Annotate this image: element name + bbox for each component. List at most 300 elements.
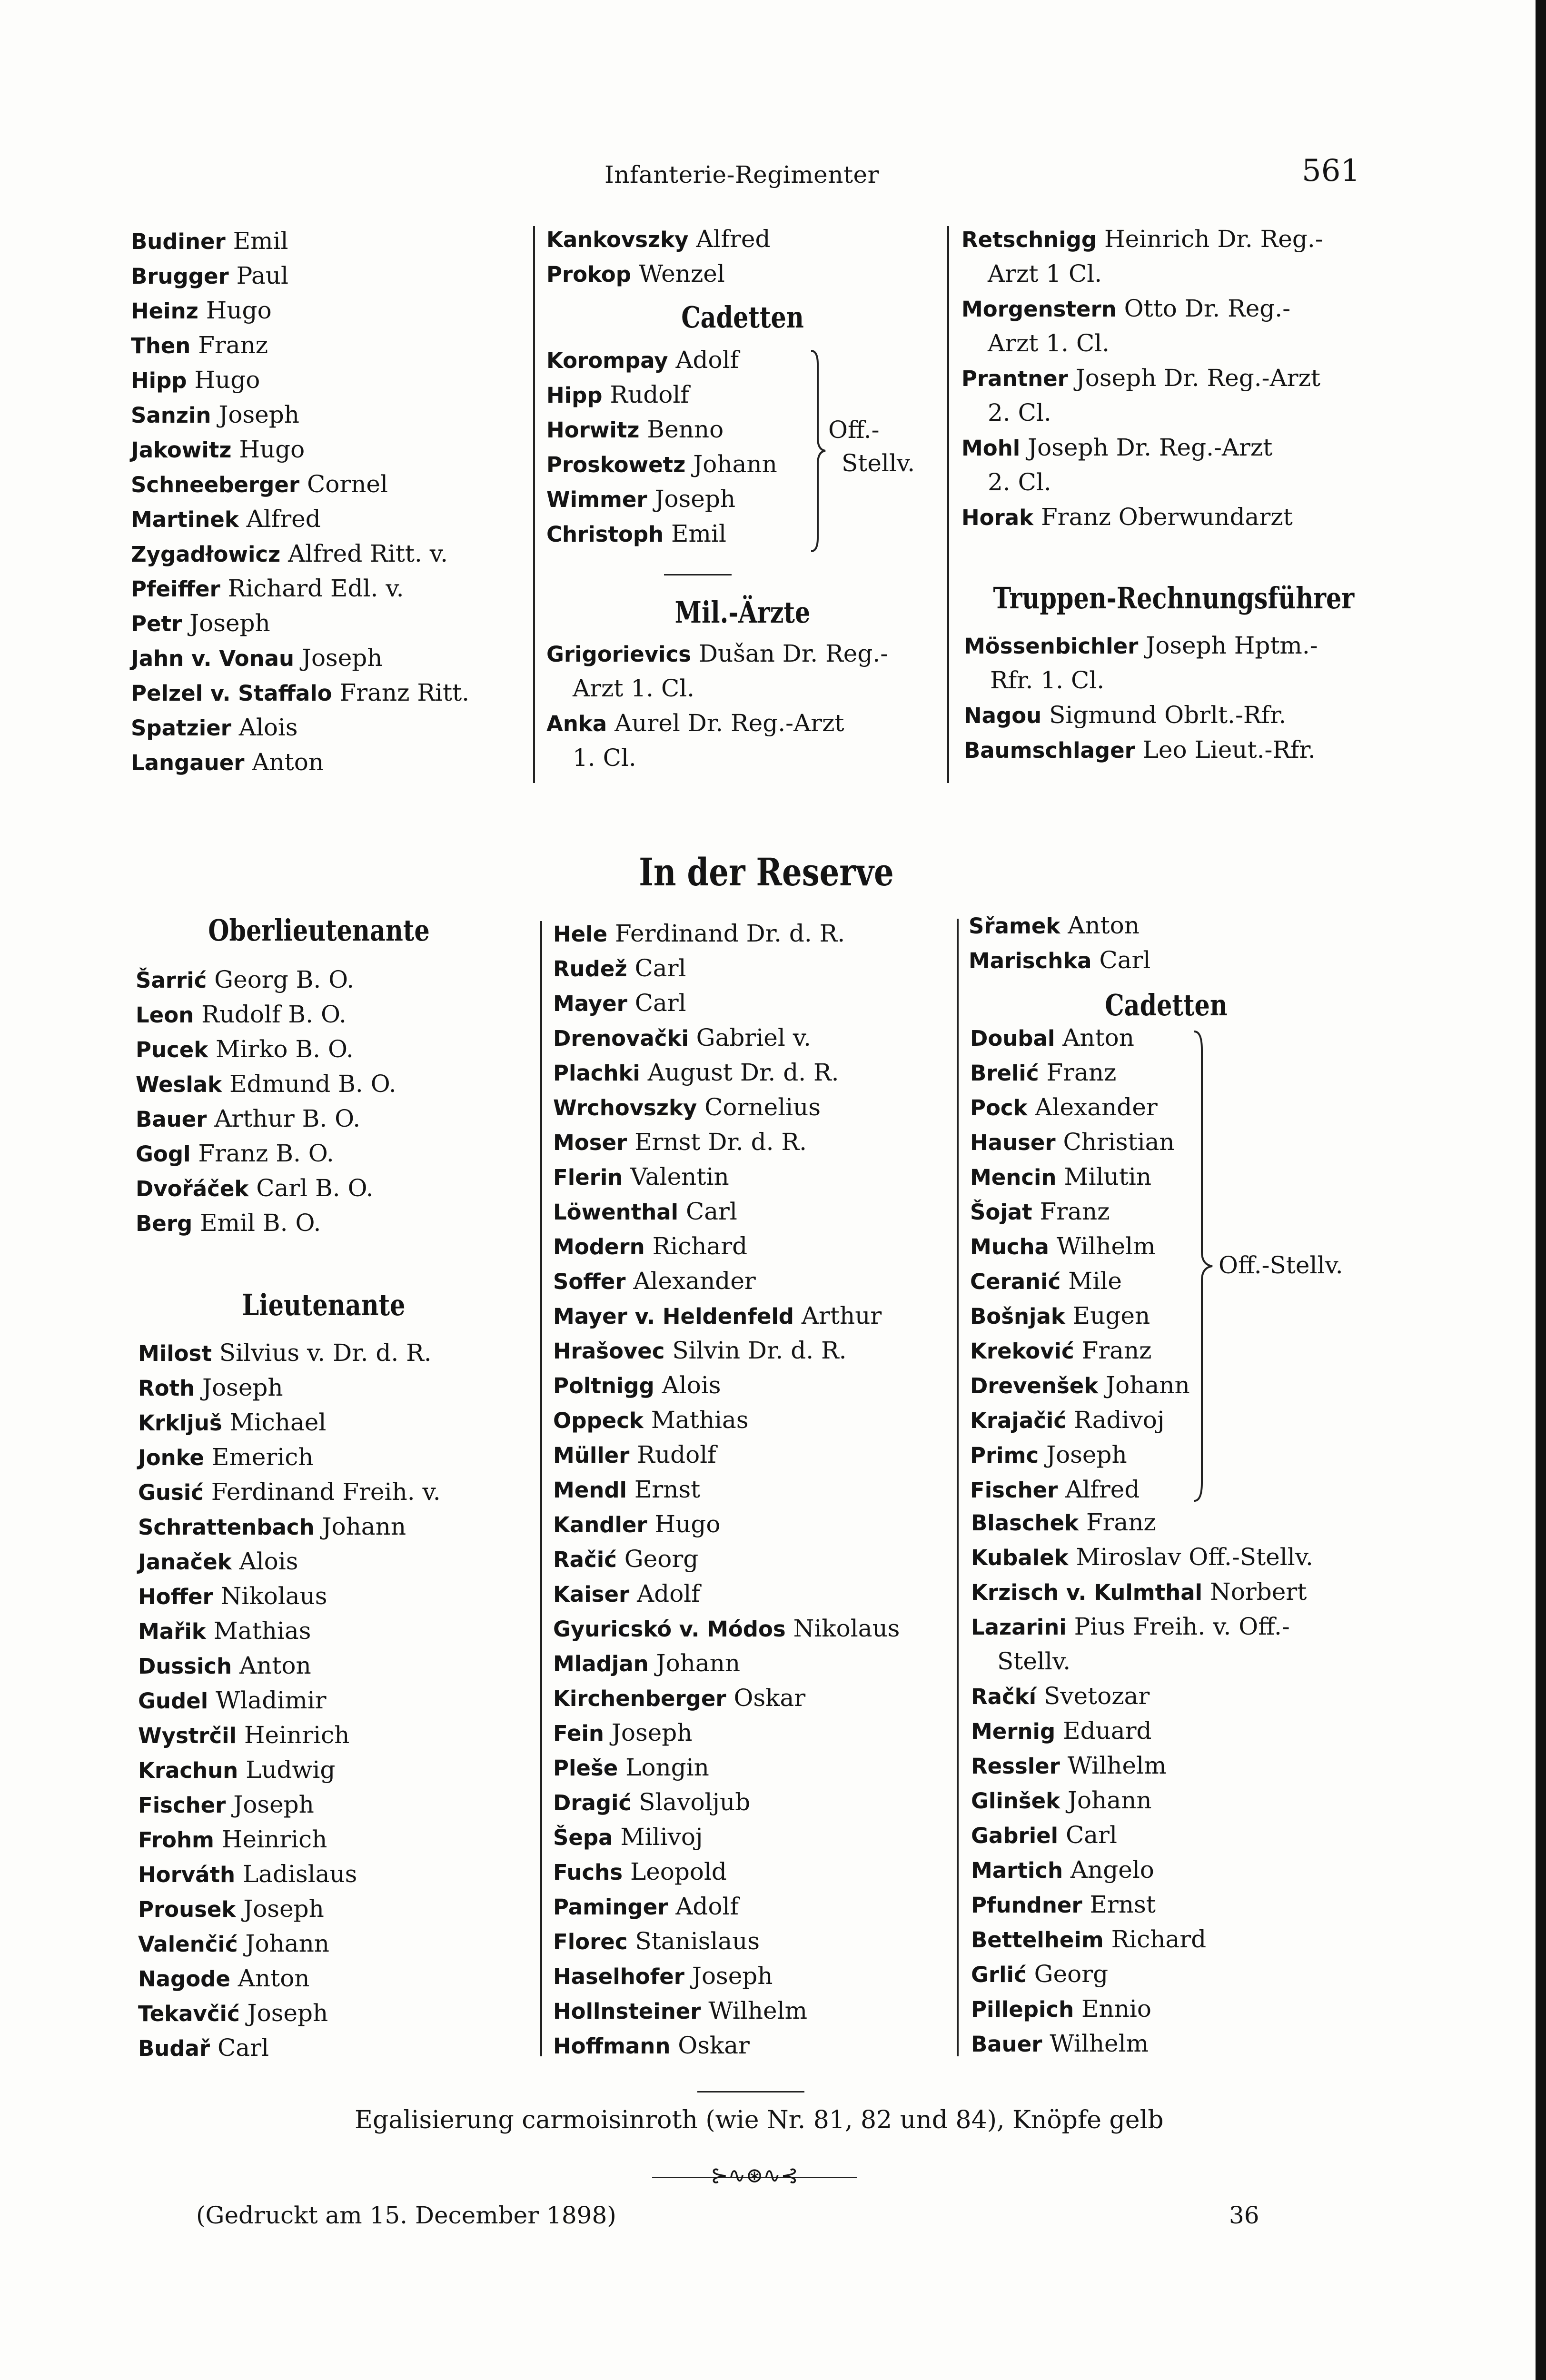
cadetten-heading: Cadetten [681,300,804,335]
entry-surname: Soffer [553,1269,626,1294]
entry-rest: Joseph [654,485,736,513]
entry-rest: Michael [229,1408,327,1436]
column-rule [947,226,949,783]
top-col2-cadetten [546,343,777,551]
list-entry [971,1575,1313,1609]
entry-rest: Carl B. O. [256,1174,374,1202]
list-entry [131,467,469,502]
top-col3 [961,222,1323,535]
entry-rest: Georg [1034,1960,1109,1988]
entry-surname: Bauer [136,1107,207,1132]
list-entry [553,1820,900,1854]
list-entry [136,1032,396,1067]
list-entry [971,1748,1313,1783]
list-entry [970,1160,1190,1194]
entry-rest: Stanislaus [635,1927,760,1955]
list-entry [970,1438,1190,1472]
entry-rest: Emerich [211,1443,314,1471]
entry-surname: Krajačić [970,1408,1066,1433]
list-entry [138,1440,441,1475]
list-entry [136,1136,396,1171]
ornament-divider [652,2163,857,2192]
list-entry [970,1403,1190,1438]
running-header: Infanterie-Regimenter [605,161,880,188]
entry-surname: Kankovszky [546,227,689,252]
list-entry [553,1333,900,1368]
entry-rest: Benno [647,416,724,443]
entry-surname: Jakowitz [131,437,232,463]
entry-surname: Hollnsteiner [553,1999,701,2024]
entry-surname: Florec [553,1929,628,1954]
list-entry [546,343,777,377]
entry-surname: Mohl [961,436,1021,461]
entry-rest: 1. Cl. [573,744,636,772]
entry-rest: Johann [693,450,777,478]
entry-rest: Carl [1099,946,1151,974]
entry-rest: Carl [218,2034,269,2062]
entry-rest: August Dr. d. R. [647,1059,839,1086]
list-entry [546,671,888,706]
list-entry [553,1854,900,1889]
list-entry [971,2026,1313,2061]
list-entry [138,1787,441,1822]
entry-surname: Ceranić [970,1269,1061,1294]
entry-surname: Horwitz [546,417,640,443]
entry-rest: Arthur B. O. [214,1105,361,1132]
entry-rest: Adolf [637,1580,700,1607]
list-entry [971,1644,1313,1679]
rechnungsfuehrer-heading: Truppen-Rechnungsführer [993,581,1355,615]
entry-rest: Hugo [206,297,272,324]
list-entry [971,1609,1313,1644]
oberlieutenante-heading: Oberlieutenante [208,913,430,948]
list-entry [546,412,777,447]
entry-rest: Milutin [1064,1163,1152,1190]
entry-rest: Alfred [696,225,771,253]
list-entry [136,997,396,1032]
brace-icon [809,350,828,552]
entry-rest: Joseph [611,1719,693,1746]
entry-surname: Mernig [971,1719,1056,1744]
entry-rest: Wilhelm [1056,1232,1156,1260]
entry-surname: Marischka [969,948,1092,973]
entry-surname: Blaschek [971,1510,1079,1536]
list-entry [553,1959,900,1993]
entry-rest: Longin [625,1754,709,1781]
entry-surname: Kreković [970,1339,1074,1364]
list-entry [964,663,1318,698]
list-entry [546,447,777,482]
list-entry [136,1067,396,1101]
entry-surname: Pfundner [971,1893,1082,1918]
list-entry [970,1194,1190,1229]
brace-icon [1192,1031,1215,1502]
entry-rest: Anton [1068,912,1140,939]
list-entry [138,1996,441,2031]
entry-surname: Hipp [546,383,603,408]
list-entry [553,1403,900,1438]
ornament-icon: ⊱∿⊛∿⊰ [710,2163,799,2188]
entry-rest: Franz [1081,1337,1152,1364]
list-entry [131,710,469,745]
entry-rest: Georg B. O. [214,966,355,993]
entry-surname: Flerin [553,1165,623,1190]
list-entry [969,908,1150,943]
entry-rest: Anton [252,748,324,776]
entry-rest: Carl [685,1198,737,1225]
entry-surname: Schrattenbach [138,1515,315,1540]
reserve-heading: In der Reserve [639,850,894,894]
reserve-col3-lead [969,908,1150,978]
entry-rest: Carl [1065,1821,1117,1849]
entry-surname: Milost [138,1341,212,1366]
entry-surname: Horak [961,505,1034,530]
entry-surname: Hele [553,922,608,947]
entry-rest: Johann [245,1930,329,1957]
list-entry [961,326,1323,361]
entry-rest: Joseph [692,1962,773,1990]
entry-surname: Ressler [971,1754,1060,1779]
list-entry [131,606,469,641]
list-entry [970,1055,1190,1090]
list-entry [970,1229,1190,1264]
entry-surname: Hoffmann [553,2033,671,2059]
entry-rest: Wilhelm [708,1997,808,2024]
list-entry [971,1887,1313,1922]
entry-rest: Rudolf [637,1441,716,1468]
entry-rest: Silvin Dr. d. R. [672,1337,847,1364]
reserve-col3-rest [971,1505,1313,2061]
list-entry [971,1679,1313,1714]
entry-rest: Johann [322,1513,406,1540]
entry-surname: Wystrčil [138,1723,237,1748]
entry-surname: Petr [131,611,182,636]
entry-rest: Hugo [239,436,305,463]
entry-rest: Joseph Dr. Reg.-Arzt [1028,434,1273,461]
list-entry [131,258,469,293]
entry-surname: Oppeck [553,1408,644,1433]
list-entry [131,536,469,571]
list-entry [971,1922,1313,1957]
entry-surname: Nagou [964,703,1042,728]
list-entry [553,1611,900,1646]
entry-surname: Drenovački [553,1026,689,1051]
entry-rest: Svetozar [1043,1682,1150,1710]
entry-rest: Joseph [202,1374,283,1401]
short-rule [664,574,732,575]
list-entry [553,1090,900,1125]
entry-surname: Morgenstern [961,297,1117,322]
list-entry [553,1160,900,1194]
entry-rest: Eduard [1063,1717,1152,1745]
sheet-number: 36 [1229,2202,1259,2229]
list-entry [553,1646,900,1681]
list-entry [546,636,888,671]
entry-surname: Jahn v. Vonau [131,646,294,671]
entry-surname: Dragić [553,1790,632,1815]
entry-rest: Pius Freih. v. Off.- [1074,1613,1290,1640]
list-entry [553,1229,900,1264]
list-entry [138,1961,441,1996]
entry-surname: Martinek [131,507,239,532]
list-entry [138,1405,441,1440]
entry-rest: Heinrich Dr. Reg.- [1104,225,1323,253]
list-entry [138,1857,441,1892]
list-entry [138,1475,441,1509]
list-entry [131,328,469,363]
entry-surname: Mendl [553,1478,627,1503]
entry-rest: Arzt 1. Cl. [573,674,695,702]
entry-surname: Müller [553,1443,630,1468]
entry-surname: Glinšek [971,1788,1060,1814]
entry-surname: Fuchs [553,1860,623,1885]
entry-surname: Mayer v. Heldenfeld [553,1304,794,1329]
list-entry [138,1648,441,1683]
entry-rest: Christian [1063,1128,1175,1156]
entry-rest: Hugo [194,366,260,394]
list-entry [971,1957,1313,1992]
entry-surname: Valenčić [138,1932,238,1957]
entry-surname: Gusić [138,1480,204,1505]
entry-rest: Heinrich [244,1721,350,1749]
entry-surname: Grlić [971,1962,1027,1987]
entry-surname: Heinz [131,298,198,324]
entry-rest: Richard [652,1232,748,1260]
entry-surname: Moser [553,1130,627,1155]
entry-rest: Otto Dr. Reg.- [1124,295,1291,322]
list-entry [546,741,888,775]
entry-surname: Grigorievics [546,642,692,667]
top-col1 [131,224,469,780]
entry-rest: Nikolaus [220,1582,327,1610]
list-entry [961,430,1323,465]
entry-rest: Joseph [301,644,383,672]
brace-label-off: Off.- [828,416,880,444]
list-entry [971,1992,1313,2026]
cadetten-heading-reserve: Cadetten [1105,988,1228,1022]
entry-rest: Joseph [243,1895,324,1923]
entry-surname: Brugger [131,264,229,289]
entry-rest: Wilhelm [1050,2030,1149,2057]
list-entry [970,1472,1190,1507]
entry-surname: Pfeiffer [131,576,220,602]
entry-rest: Wilhelm [1067,1752,1167,1779]
entry-surname: Hoffer [138,1584,213,1609]
entry-rest: Joseph [247,1999,328,2027]
entry-rest: Mathias [213,1617,311,1645]
egalisierung-note: Egalisierung carmoisinroth (wie Nr. 81, 82 und 84), Knöpfe gelb [355,2106,1164,2134]
entry-rest: Joseph Hptm.- [1146,632,1318,659]
list-entry [546,482,777,516]
entry-rest: Johann [1106,1371,1190,1399]
entry-surname: Mayer [553,991,627,1016]
list-entry [138,1370,441,1405]
entry-rest: Oskar [733,1684,806,1712]
entry-rest: Ferdinand Freih. v. [211,1478,441,1506]
entry-rest: 2. Cl. [988,399,1051,426]
entry-surname: Haselhofer [553,1964,684,1989]
entry-surname: Kirchenberger [553,1686,726,1711]
list-entry [131,502,469,536]
entry-rest: Alois [238,714,298,741]
list-entry [553,1055,900,1090]
entry-rest: Alfred [1065,1476,1140,1503]
entry-rest: Rfr. 1. Cl. [990,666,1105,694]
entry-surname: Prousek [138,1897,236,1922]
column-rule [957,919,959,2056]
entry-surname: Primc [970,1443,1039,1468]
entry-surname: Mařik [138,1619,206,1644]
entry-surname: Roth [138,1376,195,1401]
entry-rest: Alexander [633,1267,756,1295]
entry-rest: Wladimir [216,1686,327,1714]
brace-label-stellv: Stellv. [842,449,915,477]
entry-surname: Pleše [553,1755,618,1781]
entry-surname: Mucha [970,1234,1049,1259]
list-entry [553,1681,900,1716]
list-entry [971,1540,1313,1575]
entry-surname: Horváth [138,1862,236,1887]
list-entry [136,1206,396,1240]
entry-rest: Emil [233,227,288,255]
entry-surname: Then [131,333,191,358]
list-entry [969,943,1150,978]
entry-rest: Arthur [801,1302,882,1329]
entry-rest: Paul [236,262,288,289]
entry-rest: Aurel Dr. Reg.-Arzt [614,709,844,737]
entry-rest: Alfred Ritt. v. [288,540,448,567]
entry-surname: Janaček [138,1549,232,1575]
entry-surname: Šepa [553,1825,613,1850]
entry-surname: Martich [971,1858,1063,1883]
list-entry [553,951,900,986]
entry-rest: Franz [1086,1508,1156,1536]
entry-surname: Pelzel v. Staffalo [131,681,332,706]
list-entry [553,1507,900,1542]
lieutenante-heading: Lieutenante [242,1288,406,1322]
entry-rest: Valentin [630,1163,729,1190]
entry-surname: Berg [136,1211,193,1236]
list-entry [970,1264,1190,1299]
entry-rest: Richard Edl. v. [228,575,404,602]
column-rule [540,921,542,2056]
list-entry [546,257,771,291]
list-entry [961,396,1323,430]
list-entry [553,1125,900,1160]
entry-surname: Langauer [131,750,245,775]
list-entry [970,1021,1190,1055]
list-entry [546,516,777,551]
entry-rest: Anton [239,1652,311,1679]
list-entry [553,1889,900,1924]
entry-rest: Georg [624,1545,699,1573]
entry-rest: Carl [634,989,686,1017]
entry-rest: Emil [671,520,726,547]
list-entry [553,1785,900,1820]
entry-surname: Kandler [553,1512,647,1537]
list-entry [971,1714,1313,1748]
list-entry [553,1716,900,1750]
oberlieutenante-list [136,962,396,1240]
entry-surname: Schneeberger [131,472,300,497]
imprint-date: (Gedruckt am 15. December 1898) [196,2202,616,2229]
entry-surname: Korompay [546,348,668,373]
entry-rest: Ferdinand Dr. d. R. [615,920,845,947]
entry-surname: Lazarini [971,1615,1067,1640]
list-entry [136,1101,396,1136]
entry-surname: Spatzier [131,715,231,741]
list-entry [553,1368,900,1403]
list-entry [961,465,1323,500]
list-entry [553,2028,900,2063]
entry-rest: Alexander [1035,1093,1158,1121]
list-entry [553,1993,900,2028]
entry-surname: Krzisch v. Kulmthal [971,1580,1203,1605]
entry-surname: Drevenšek [970,1373,1099,1398]
entry-rest: Arzt 1 Cl. [988,260,1102,288]
list-entry [138,1336,441,1370]
entry-rest: Eugen [1072,1302,1150,1329]
entry-rest: Johann [656,1649,741,1677]
list-entry [961,222,1323,257]
list-entry [970,1090,1190,1125]
entry-rest: Alois [662,1371,721,1399]
entry-rest: Adolf [675,1893,739,1920]
entry-rest: Franz B. O. [198,1140,334,1167]
list-entry [138,1926,441,1961]
entry-surname: Christoph [546,522,664,547]
list-entry [131,745,469,780]
entry-surname: Dussich [138,1654,232,1679]
entry-surname: Tekavčić [138,2001,240,2026]
entry-rest: Richard [1111,1925,1207,1953]
list-entry [553,986,900,1021]
entry-surname: Mladjan [553,1651,649,1676]
list-entry [553,1438,900,1472]
entry-surname: Račkí [971,1684,1037,1709]
entry-rest: Franz Oberwundarzt [1041,503,1293,531]
entry-surname: Zygadłowicz [131,542,281,567]
entry-rest: Arzt 1. Cl. [988,329,1110,357]
entry-surname: Sanzin [131,403,211,428]
entry-rest: Rudolf B. O. [201,1001,347,1028]
list-entry [553,1264,900,1299]
entry-surname: Bauer [971,2032,1042,2057]
list-entry [138,1579,441,1614]
list-entry [971,1818,1313,1853]
list-entry [546,377,777,412]
entry-rest: Gabriel v. [696,1024,811,1051]
entry-surname: Budiner [131,229,226,254]
entry-surname: Pucek [136,1037,208,1062]
list-entry [553,1577,900,1611]
entry-rest: Alois [239,1547,298,1575]
page-edge [1536,0,1546,2380]
list-entry [131,571,469,606]
reserve-col3-cadetten [970,1021,1190,1507]
entry-rest: Dušan Dr. Reg.- [698,640,889,667]
entry-rest: Mile [1068,1267,1122,1295]
entry-surname: Krachun [138,1758,238,1783]
entry-surname: Weslak [136,1072,222,1097]
entry-rest: Johann [1067,1786,1152,1814]
entry-rest: Cornel [307,470,388,498]
entry-rest: 2. Cl. [988,468,1051,496]
list-entry [138,1683,441,1718]
list-entry [970,1368,1190,1403]
entry-surname: Hauser [970,1130,1056,1155]
entry-surname: Proskowetz [546,452,686,477]
